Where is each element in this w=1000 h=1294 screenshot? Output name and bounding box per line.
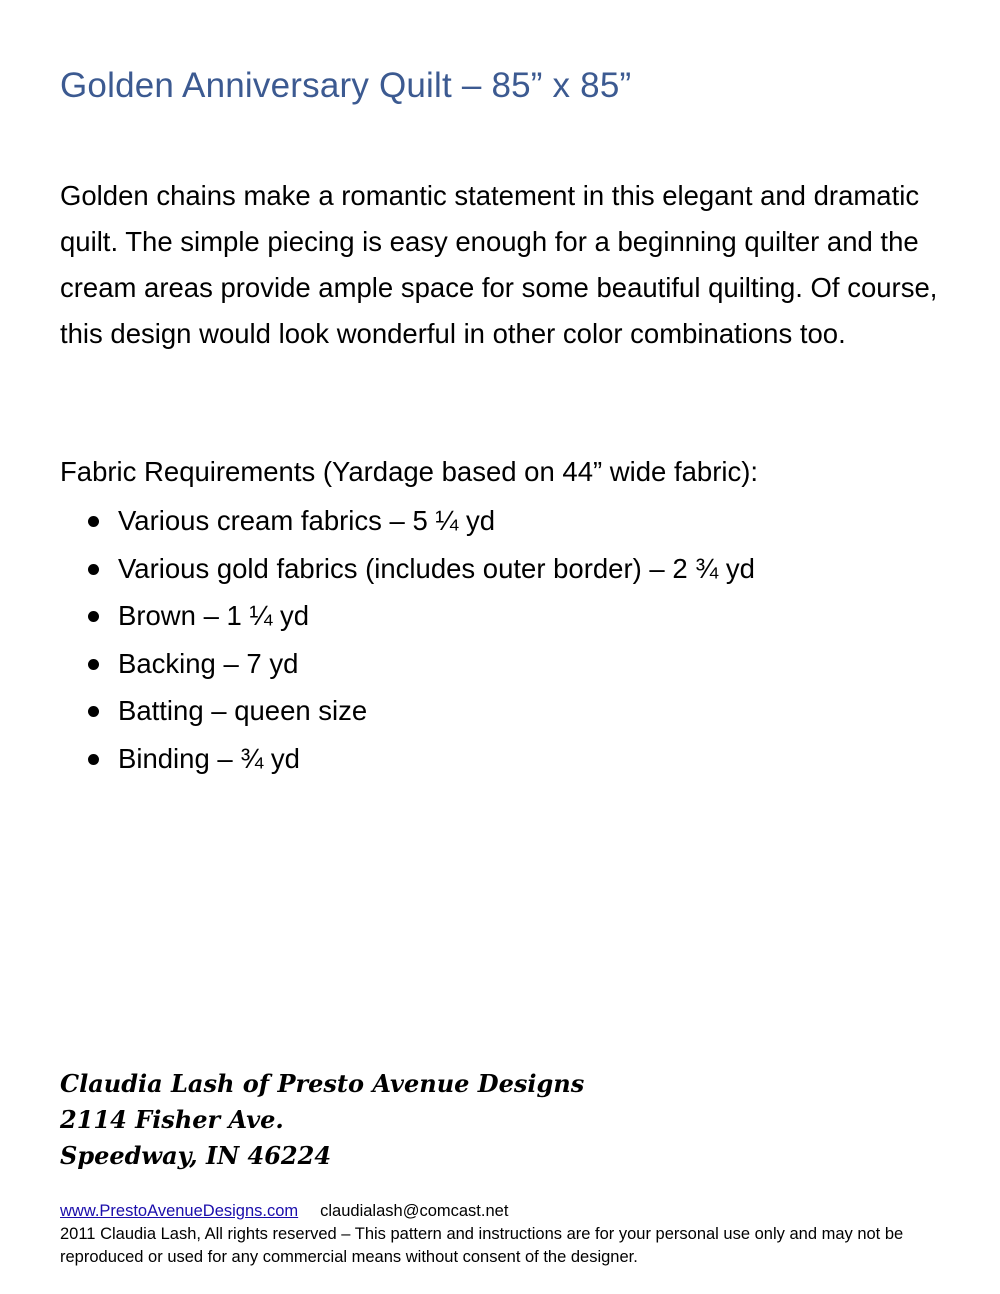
list-item [60,592,960,640]
copyright-notice: 2011 Claudia Lash, All rights reserved – This pattern and instructions are for your personal use only and may not be reproduced or used for any commercial means without consent of the designer. [60,1225,904,1266]
fabric-list [60,497,960,782]
fabric-requirements-section [60,449,960,782]
fabric-requirements-heading: Fabric Requirements (Yardage based on 44” wide fabric): [60,456,759,487]
page-title: Golden Anniversary Quilt – 85” x 85” [60,66,632,105]
list-item [60,687,960,735]
bullet-icon [88,611,99,622]
fabric-item-label: Brown – 1 ¼ yd [118,600,310,631]
fabric-item-label: Various cream fabrics – 5 ¼ yd [118,505,496,536]
bullet-icon [88,516,99,527]
website-link[interactable]: www.PrestoAvenueDesigns.com [60,1202,299,1220]
bullet-icon [88,754,99,765]
fabric-item-label: Batting – queen size [118,695,368,726]
bullet-icon [88,659,99,670]
list-item [60,735,960,783]
list-item [60,545,960,593]
fabric-item-label: Binding – ¾ yd [118,742,300,774]
bullet-icon [88,706,99,717]
contact-line [60,1200,950,1223]
street-address: 2114 Fisher Ave. [60,1105,284,1134]
bullet-icon [88,564,99,575]
list-item [60,640,960,688]
fabric-item-label: Backing – 7 yd [118,647,299,679]
intro-paragraph: Golden chains make a romantic statement in this elegant and dramatic quilt. The simple piecing is easy enough for a beginning quilter and the cream areas provide ample space for some beautiful quilting. Of course, this design would look wonderful in other color combinations too. [60,180,938,349]
city-state-zip: Speedway, IN 46224 [60,1141,332,1170]
list-item [60,497,960,545]
designer-address [60,1066,760,1174]
email-text: claudialash@comcast.net [320,1202,509,1220]
designer-name: Claudia Lash of Presto Avenue Designs [60,1069,585,1098]
footer [60,1200,950,1269]
fabric-item-label: Various gold fabrics (includes outer border) – 2 ¾ yd [118,552,755,584]
